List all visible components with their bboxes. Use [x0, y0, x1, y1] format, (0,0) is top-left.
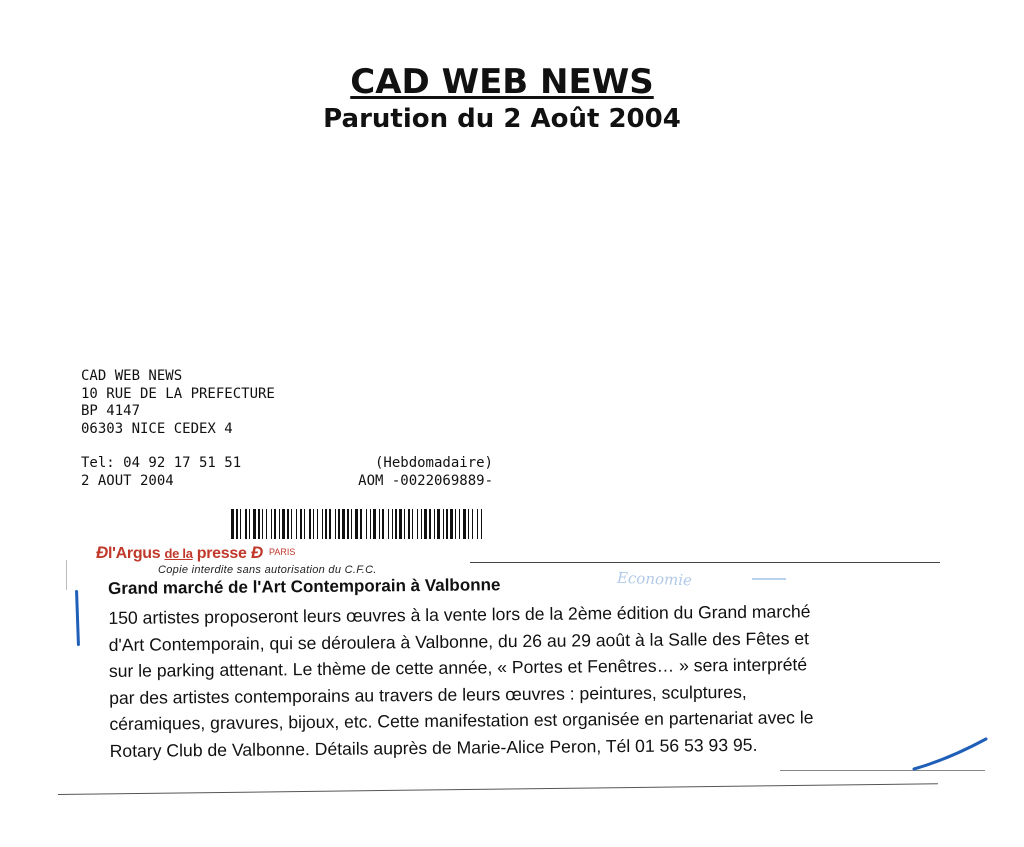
article-body [108, 597, 944, 764]
article-line: 150 artistes proposeront leurs œuvres à la vente lors de la 2ème édition du Grand marché [108, 601, 811, 628]
article-line: sur le parking attenant. Le thème de cette année, « Portes et Fenêtres… » sera interprété [108, 654, 808, 681]
clipping-bottom-border [58, 783, 938, 795]
article-line: par des artistes contemporains au travers de leurs œuvres : peintures, sculptures, [109, 681, 747, 708]
argus-logo-presse: presse [192, 545, 247, 562]
argus-logo-prefix: l'Argus [107, 545, 165, 562]
sender-address [81, 368, 275, 438]
address-name: CAD WEB NEWS [81, 368, 183, 384]
publication-date-subtitle: Parution du 2 Août 2004 [323, 104, 681, 134]
copyright-notice: Copie interdite sans autorisation du C.F.C. [158, 564, 377, 576]
argus-city: PARIS [269, 547, 296, 557]
clipping-date: 2 AOUT 2004 [81, 472, 174, 489]
argus-logo-dela: de la [164, 546, 193, 561]
article-line: Rotary Club de Valbonne. Détails auprès de Marie-Alice Peron, Tél 01 56 53 93 95. [109, 734, 758, 761]
address-street: 10 RUE DE LA PREFECTURE [81, 385, 275, 402]
argus-logo [96, 545, 263, 562]
clipping-top-rule [470, 562, 940, 563]
handwritten-note: Economie [616, 568, 693, 590]
news-article [108, 570, 950, 764]
contact-block [81, 455, 241, 490]
pen-mark-left [75, 590, 80, 646]
publication-info [346, 455, 493, 490]
argus-stamp [96, 543, 377, 576]
article-line: d'Art Contemporain, qui se déroulera à Valbonne, du 26 au 29 août à la Salle des Fêtes et [108, 627, 810, 655]
address-city: 06303 NICE CEDEX 4 [81, 420, 233, 437]
publication-reference: AOM -0022069889- [358, 472, 493, 489]
address-po-box: BP 4147 [81, 403, 141, 419]
argus-logo-mark-right: Ð [246, 543, 263, 562]
article-line: céramiques, gravures, bijoux, etc. Cette manifestation est organisée en partenariat avec le [109, 707, 814, 734]
article-headline: Grand marché de l'Art Contemporain à Valbonne [108, 575, 501, 598]
barcode [231, 509, 484, 539]
document-header [0, 62, 1024, 136]
argus-logo-mark-left: Ð [96, 543, 108, 562]
page-title: CAD WEB NEWS [350, 62, 654, 102]
telephone: Tel: 04 92 17 51 51 [81, 455, 242, 471]
publication-frequency: (Hebdomadaire) [374, 455, 493, 471]
clipping-left-edge [66, 560, 67, 590]
